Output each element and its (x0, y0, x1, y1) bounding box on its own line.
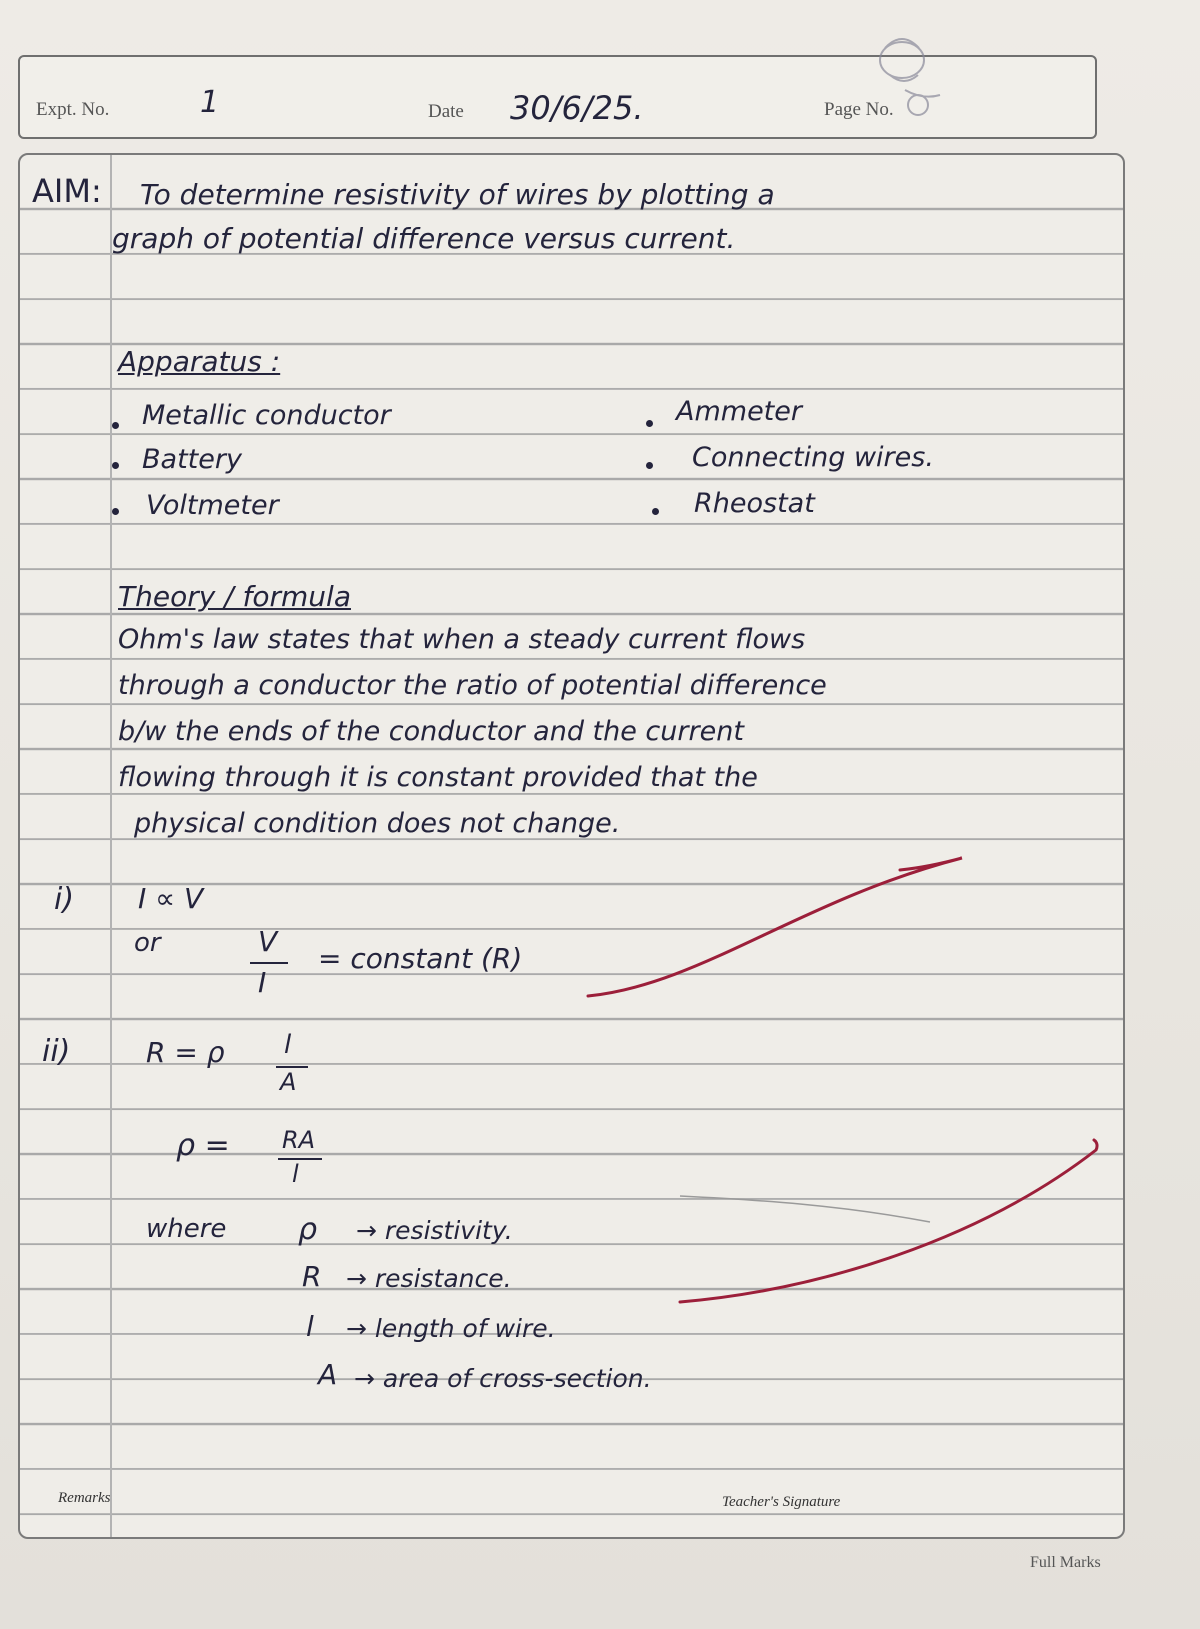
definition-symbol: l (306, 1310, 314, 1343)
apparatus-left-item: Battery (142, 444, 242, 475)
theory-line: Ohm's law states that when a steady current flows (118, 624, 806, 655)
check-mark-stroke (680, 1140, 1097, 1302)
formula-i-marker: i) (54, 882, 75, 917)
check-mark-stroke (588, 858, 962, 996)
formula-i-line1: I ∝ V (138, 882, 204, 915)
apparatus-left-item: Voltmeter (146, 490, 279, 521)
formula-ii-numerator: l (284, 1030, 292, 1060)
aim-line-2: graph of potential difference versus current. (112, 222, 736, 255)
theory-heading: Theory / formula (118, 580, 351, 613)
apparatus-heading: Apparatus : (118, 345, 281, 378)
theory-line: b/w the ends of the conductor and the current (118, 716, 744, 747)
theory-line: flowing through it is constant provided that the (118, 762, 758, 793)
date-value: 30/6/25. (510, 89, 644, 127)
formula-ii-line: R = ρ (146, 1036, 225, 1069)
rho-formula-numerator: RA (282, 1126, 316, 1154)
formula-i-or: or (134, 928, 161, 958)
apparatus-right-item: Connecting wires. (692, 442, 934, 473)
formula-ii-marker: ii) (42, 1034, 71, 1069)
apparatus-right-item: Ammeter (676, 396, 802, 427)
formula-i-numerator: V (258, 925, 278, 958)
expt-no-value: 1 (200, 85, 220, 120)
definition-symbol: ρ (298, 1212, 318, 1247)
where-label: where (146, 1214, 227, 1244)
apparatus-left-item: Metallic conductor (142, 400, 391, 431)
date-label: Date (428, 101, 464, 122)
aim-label: AIM: (32, 172, 102, 210)
expt-no-label: Expt. No. (36, 99, 110, 120)
teacher-signature-label: Teacher's Signature (722, 1494, 841, 1510)
formula-i-rhs: = constant (R) (318, 942, 523, 975)
formula-ii-denominator: A (280, 1068, 297, 1096)
definition-text: → area of cross-section. (354, 1364, 652, 1393)
theory-line: physical condition does not change. (134, 808, 621, 839)
apparatus-right-item: Rheostat (694, 488, 815, 519)
rho-formula-lhs: ρ = (176, 1128, 230, 1163)
theory-line: through a conductor the ratio of potential difference (118, 670, 827, 701)
remarks-label: Remarks (58, 1490, 111, 1506)
definition-symbol: R (302, 1260, 322, 1293)
aim-line-1: To determine resistivity of wires by plotting a (140, 178, 775, 211)
rho-formula-denominator: l (292, 1160, 299, 1188)
definition-text: → resistance. (346, 1264, 512, 1293)
page-no-label: Page No. (824, 99, 894, 120)
definition-text: → length of wire. (346, 1314, 556, 1343)
definition-symbol: A (318, 1358, 338, 1391)
definition-text: → resistivity. (356, 1216, 513, 1245)
formula-i-denominator: I (258, 966, 267, 999)
full-marks-label: Full Marks (1030, 1554, 1101, 1571)
pencil-stroke (680, 1196, 930, 1222)
